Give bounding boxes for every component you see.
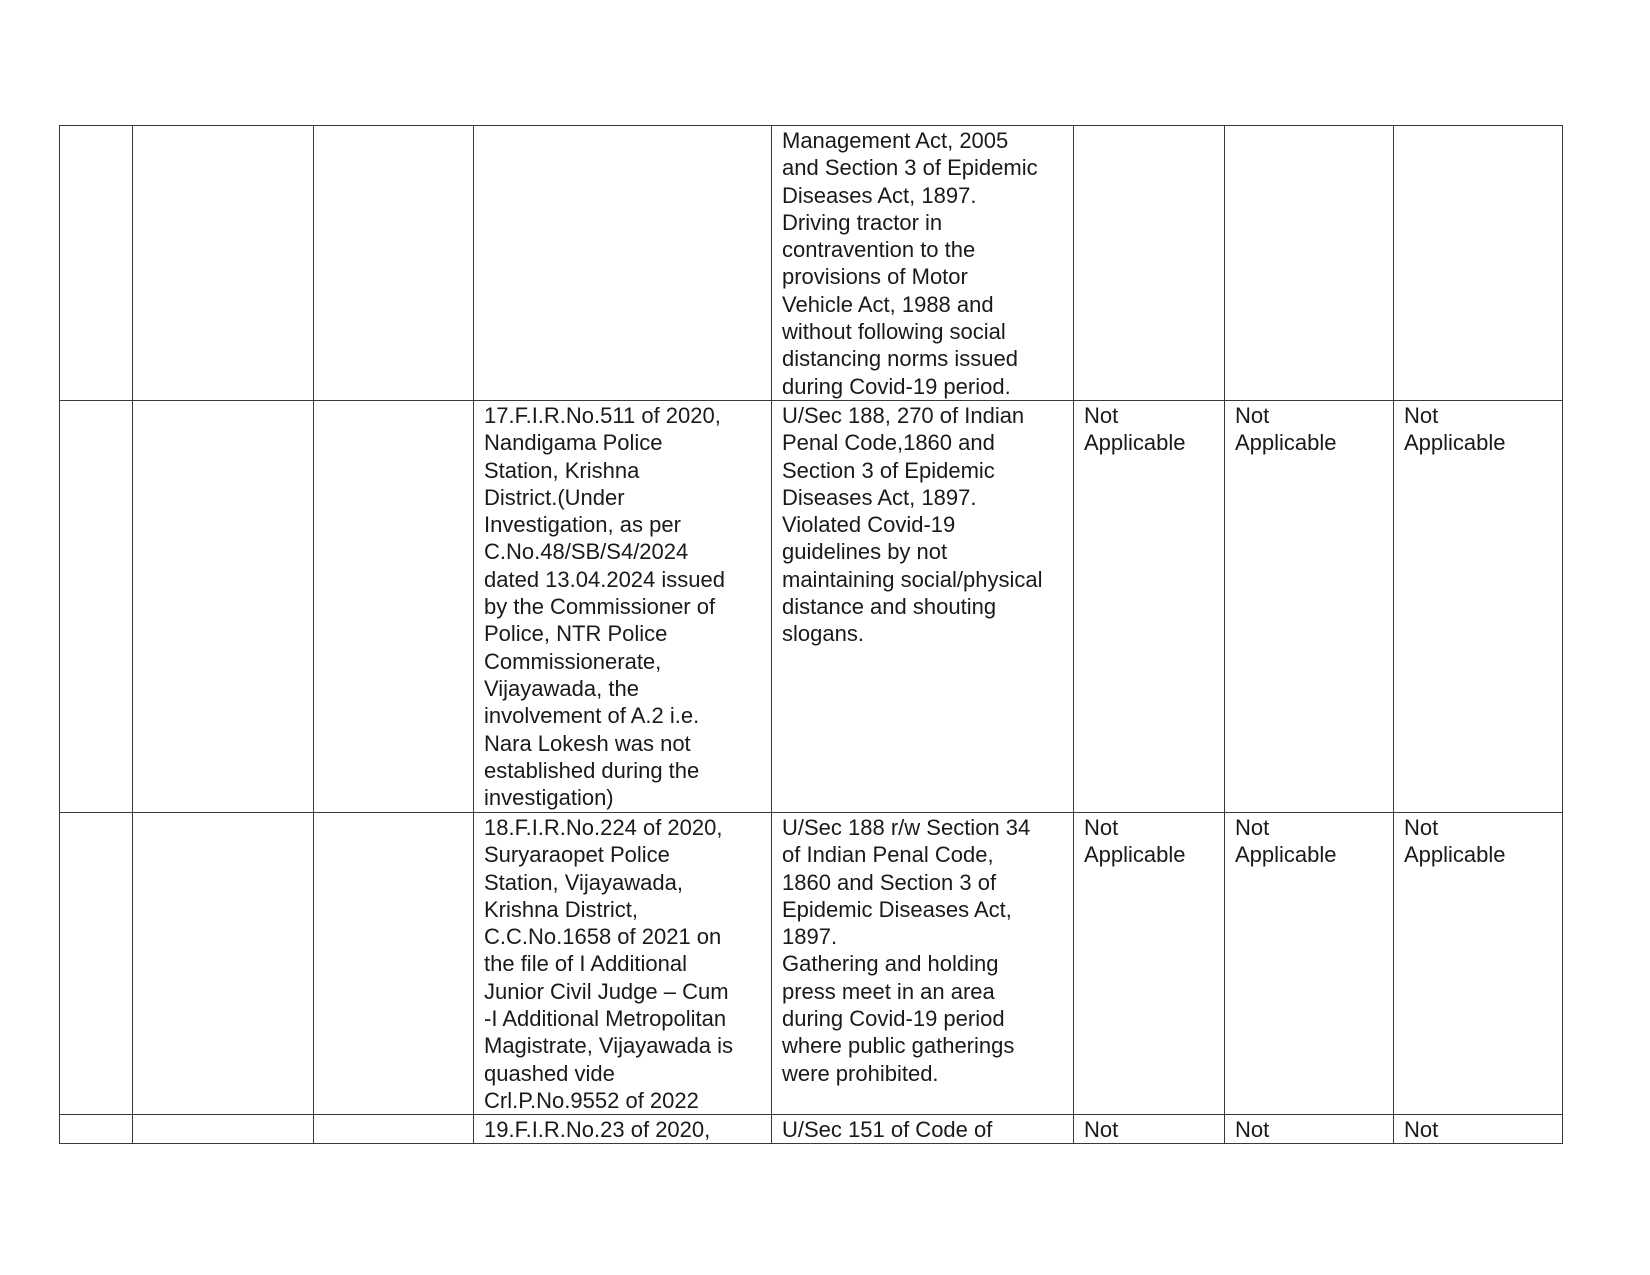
cell-col6 <box>1074 126 1225 401</box>
cell-col1 <box>60 401 133 813</box>
cell-col2 <box>133 1115 314 1144</box>
cell-col2 <box>133 126 314 401</box>
cell-sections: U/Sec 188, 270 of Indian Penal Code,1860 and Section 3 of Epidemic Diseases Act, 1897. Violated Covid-19 guidelines by not maintaining social/physical distance and shouting slogans. <box>772 401 1074 813</box>
cell-sections: U/Sec 188 r/w Section 34 of Indian Penal Code, 1860 and Section 3 of Epidemic Diseases Act, 1897. Gathering and holding press meet in an area during Covid-19 period where public gatherings were prohibited. <box>772 813 1074 1115</box>
cell-col1 <box>60 1115 133 1144</box>
cell-col7: Not Applicable <box>1225 401 1394 813</box>
cell-sections: Management Act, 2005 and Section 3 of Epidemic Diseases Act, 1897. Driving tractor in contravention to the provisions of Motor Vehicle Act, 1988 and without following social distancing norms issued during Covid-19 period. <box>772 126 1074 401</box>
cell-col6: Not Applicable <box>1074 401 1225 813</box>
cell-col8: Not Applicable <box>1394 813 1563 1115</box>
table-row <box>60 1115 1563 1144</box>
cell-col6-text: Not <box>1084 1117 1119 1143</box>
cases-table <box>59 125 1563 1144</box>
cell-col2 <box>133 401 314 813</box>
cell-col6 <box>1074 1115 1225 1144</box>
cell-fir: 18.F.I.R.No.224 of 2020, Suryaraopet Police Station, Vijayawada, Krishna District, C.C.No.1658 of 2021 on the file of I Additional Junior Civil Judge – Cum -I Additional Metropolitan Magistrate, Vijayawada is quashed vide Crl.P.No.9552 of 2022 <box>474 813 772 1115</box>
cell-col3 <box>314 813 474 1115</box>
table-row <box>60 813 1563 1115</box>
cell-col7 <box>1225 1115 1394 1144</box>
cell-col8: Not Applicable <box>1394 401 1563 813</box>
cell-col7-text: Not <box>1235 1117 1270 1143</box>
cell-col6: Not Applicable <box>1074 813 1225 1115</box>
cell-fir <box>474 1115 772 1144</box>
cell-col3 <box>314 126 474 401</box>
table-row <box>60 401 1563 813</box>
cell-fir: 17.F.I.R.No.511 of 2020, Nandigama Police Station, Krishna District.(Under Investigation, as per C.No.48/SB/S4/2024 dated 13.04.2024 issued by the Commissioner of Police, NTR Police Commissionerate, Vijayawada, the involvement of A.2 i.e. Nara Lokesh was not established during the investigation) <box>474 401 772 813</box>
cell-fir <box>474 126 772 401</box>
cell-col8 <box>1394 1115 1563 1144</box>
cell-col3 <box>314 1115 474 1144</box>
cell-col1 <box>60 126 133 401</box>
cell-sections <box>772 1115 1074 1144</box>
cell-col8 <box>1394 126 1563 401</box>
cell-col2 <box>133 813 314 1115</box>
cell-fir-text: 19.F.I.R.No.23 of 2020, <box>484 1117 711 1143</box>
cell-sections-text: U/Sec 151 of Code of <box>782 1117 993 1143</box>
cell-col7: Not Applicable <box>1225 813 1394 1115</box>
cell-col7 <box>1225 126 1394 401</box>
table-row <box>60 126 1563 401</box>
cell-col3 <box>314 401 474 813</box>
cell-col8-text: Not <box>1404 1117 1439 1143</box>
cell-col1 <box>60 813 133 1115</box>
